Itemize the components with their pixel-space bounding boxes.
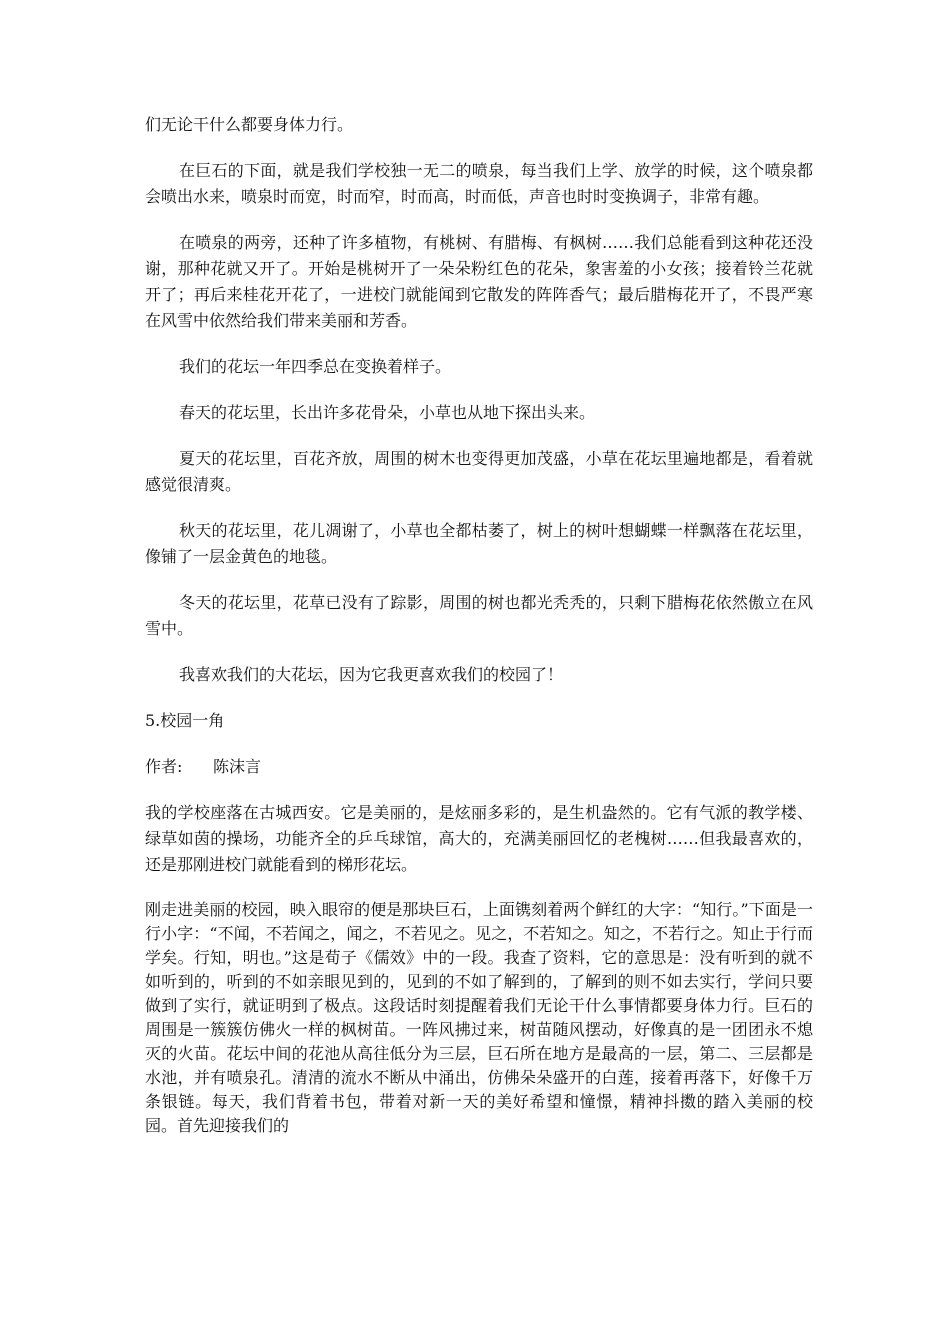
author-line	[145, 754, 813, 780]
section-title: 5.校园一角	[145, 711, 225, 730]
paragraph-plants: 在喷泉的两旁，还种了许多植物，有桃树、有腊梅、有枫树……我们总能看到这种花还没谢，那种花就又开了。开始是桃树开了一朵朵粉红色的花朵，象害羞的小女孩；接着铃兰花就开了；再后来桂花开花了，一进校门就能闻到它散发的阵阵香气；最后腊梅花开了，不畏严寒在风雪中依然给我们带来美丽和芳香。	[145, 233, 813, 330]
document-page	[145, 112, 813, 1138]
paragraph-conclusion: 我喜欢我们的大花坛，因为它我更喜欢我们的校园了！	[179, 665, 564, 684]
paragraph-winter: 冬天的花坛里，花草已没有了踪影，周围的树也都光秃秃的，只剩下腊梅花依然傲立在风雪中。	[145, 593, 813, 638]
paragraph-fountain: 在巨石的下面，就是我们学校独一无二的喷泉，每当我们上学、放学的时候，这个喷泉都会喷出水来，喷泉时而宽，时而窄，时而高，时而低，声音也时时变换调子，非常有趣。	[145, 161, 813, 206]
paragraph-continuation: 们无论干什么都要身体力行。	[145, 115, 354, 134]
paragraph-school-intro: 我的学校座落在古城西安。它是美丽的，是炫丽多彩的，是生机盎然的。它有气派的教学楼、绿草如茵的操场，功能齐全的乒乓球馆，高大的，充满美丽回忆的老槐树……但我最喜欢的，还是那刚进校门就能看到的梯形花坛。	[145, 803, 813, 874]
paragraph-seasons-intro: 我们的花坛一年四季总在变换着样子。	[179, 357, 452, 376]
paragraph-rock-description: 刚走进美丽的校园，映入眼帘的便是那块巨石，上面镌刻着两个鲜红的大字：“知行。”下面是一行小字：“不闻，不若闻之，闻之，不若见之。见之，不若知之。知之，不若行之。知止于行而学矣。行知，明也。”这是荀子《儒效》中的一段。我查了资料，它的意思是：没有听到的就不如听到的，听到的不如亲眼见到的，见到的不如了解到的，了解到的则不如去实行，学问只要做到了实行，就证明到了极点。这段话时刻提醒着我们无论干什么事情都要身体力行。巨石的周围是一簇簇仿佛火一样的枫树苗。一阵风拂过来，树苗随风摆动，好像真的是一团团永不熄灭的火苗。花坛中间的花池从高往低分为三层，巨石所在地方是最高的一层，第二、三层都是水池，并有喷泉孔。清清的流水不断从中涌出，仿佛朵朵盛开的白莲，接着再落下，好像千万条银链。每天，我们背着书包，带着对新一天的美好希望和憧憬，精神抖擞的踏入美丽的校园。首先迎接我们的	[145, 900, 813, 1135]
paragraph-summer: 夏天的花坛里，百花齐放，周围的树木也变得更加茂盛，小草在花坛里遍地都是，看着就感觉很清爽。	[145, 449, 813, 494]
author-label: 作者:	[145, 757, 183, 776]
paragraph-spring: 春天的花坛里，长出许多花骨朵，小草也从地下探出头来。	[179, 403, 596, 422]
paragraph-autumn: 秋天的花坛里，花儿凋谢了，小草也全都枯萎了，树上的树叶想蝴蝶一样飘落在花坛里，像铺了一层金黄色的地毯。	[145, 521, 813, 566]
author-name: 陈沫言	[213, 757, 262, 776]
